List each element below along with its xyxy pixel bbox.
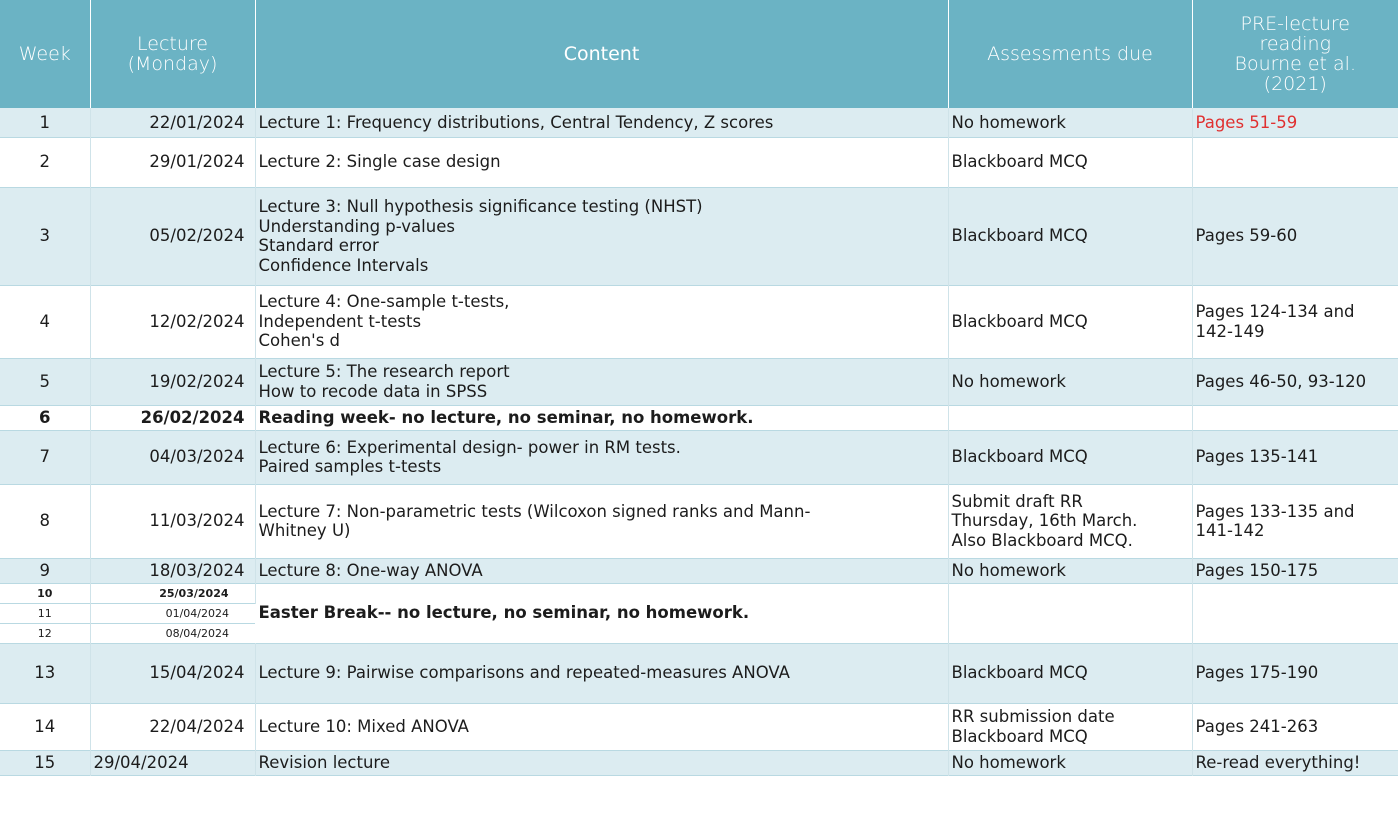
assessment-line: Blackboard MCQ bbox=[951, 447, 1088, 467]
table-row bbox=[0, 643, 1398, 703]
content-line: How to recode data in SPSS bbox=[258, 381, 488, 401]
date-cell: 22/04/2024 bbox=[90, 703, 255, 750]
content-line: Independent t-tests bbox=[258, 311, 422, 331]
content-line: Paired samples t-tests bbox=[258, 457, 442, 476]
header-reading-line: Bourne et al. bbox=[1234, 53, 1356, 75]
reading-line: 142-149 bbox=[1195, 321, 1265, 341]
content-cell bbox=[255, 187, 948, 285]
reading-line: Re-read everything! bbox=[1195, 752, 1361, 772]
content-line: Lecture 7: Non-parametric tests (Wilcoxon signed ranks and Mann- bbox=[258, 501, 811, 521]
assessment-cell bbox=[948, 583, 1192, 643]
assessment-line: Blackboard MCQ bbox=[951, 311, 1088, 331]
header-reading-line: (2021) bbox=[1263, 73, 1327, 95]
week-cell: 11 bbox=[0, 603, 90, 623]
header-week: Week bbox=[0, 0, 90, 108]
reading-cell bbox=[1192, 643, 1398, 703]
table-row bbox=[0, 358, 1398, 405]
header-reading-line: PRE-lecture bbox=[1240, 13, 1350, 35]
assessment-line: Submit draft RR bbox=[951, 491, 1083, 511]
assessment-line: Blackboard MCQ bbox=[951, 726, 1088, 746]
content-line: Revision lecture bbox=[258, 752, 391, 772]
assessment-line: RR submission date bbox=[951, 707, 1115, 726]
content-line: Lecture 3: Null hypothesis significance testing (NHST) bbox=[258, 197, 703, 216]
reading-line: Pages 133-135 and bbox=[1195, 501, 1355, 521]
week-cell: 8 bbox=[0, 484, 90, 558]
content-line: Lecture 2: Single case design bbox=[258, 152, 501, 172]
header-content: Content bbox=[255, 0, 948, 108]
reading-cell bbox=[1192, 137, 1398, 187]
week-cell: 1 bbox=[0, 108, 90, 137]
content-line: Lecture 10: Mixed ANOVA bbox=[258, 716, 469, 736]
reading-line: 141-142 bbox=[1195, 521, 1265, 540]
reading-line: Pages 46-50, 93-120 bbox=[1195, 371, 1367, 391]
week-cell: 7 bbox=[0, 430, 90, 484]
content-line: Whitney U) bbox=[258, 521, 351, 540]
assessment-line: Blackboard MCQ bbox=[951, 226, 1088, 246]
assessment-cell bbox=[948, 108, 1192, 137]
assessment-line: Also Blackboard MCQ. bbox=[951, 530, 1133, 550]
header-reading-line: reading bbox=[1259, 33, 1331, 55]
assessment-cell bbox=[948, 484, 1192, 558]
reading-cell bbox=[1192, 558, 1398, 583]
reading-line: Pages 241-263 bbox=[1195, 716, 1319, 736]
reading-cell bbox=[1192, 187, 1398, 285]
assessment-cell bbox=[948, 137, 1192, 187]
assessment-line: Blackboard MCQ bbox=[951, 152, 1088, 172]
date-cell: 12/02/2024 bbox=[90, 285, 255, 358]
assessment-cell bbox=[948, 358, 1192, 405]
date-cell: 11/03/2024 bbox=[90, 484, 255, 558]
table-row bbox=[0, 137, 1398, 187]
date-cell: 29/04/2024 bbox=[90, 750, 255, 775]
reading-cell bbox=[1192, 108, 1398, 137]
content-line: Lecture 8: One-way ANOVA bbox=[258, 560, 483, 580]
week-cell: 12 bbox=[0, 623, 90, 643]
date-cell: 18/03/2024 bbox=[90, 558, 255, 583]
reading-cell bbox=[1192, 484, 1398, 558]
content-cell bbox=[255, 405, 948, 430]
week-cell: 9 bbox=[0, 558, 90, 583]
table-row bbox=[0, 405, 1398, 430]
reading-line: Pages 124-134 and bbox=[1195, 302, 1355, 321]
reading-line: Pages 59-60 bbox=[1195, 226, 1298, 246]
reading-cell bbox=[1192, 750, 1398, 775]
table-row bbox=[0, 285, 1398, 358]
date-cell: 04/03/2024 bbox=[90, 430, 255, 484]
reading-line: Pages 175-190 bbox=[1195, 663, 1319, 683]
week-cell: 15 bbox=[0, 750, 90, 775]
content-line: Reading week- no lecture, no seminar, no homework. bbox=[258, 407, 754, 427]
content-cell bbox=[255, 285, 948, 358]
assessment-cell bbox=[948, 187, 1192, 285]
week-cell: 6 bbox=[0, 405, 90, 430]
table-row bbox=[0, 558, 1398, 583]
assessment-cell bbox=[948, 430, 1192, 484]
date-cell: 25/03/2024 bbox=[90, 583, 255, 603]
reading-cell bbox=[1192, 358, 1398, 405]
content-cell bbox=[255, 750, 948, 775]
reading-cell bbox=[1192, 583, 1398, 643]
assessment-cell bbox=[948, 703, 1192, 750]
assessment-line: Thursday, 16th March. bbox=[951, 511, 1138, 531]
content-line: Understanding p-values bbox=[258, 216, 455, 236]
table-row bbox=[0, 583, 1398, 603]
reading-line: Pages 135-141 bbox=[1195, 447, 1319, 467]
week-cell: 13 bbox=[0, 643, 90, 703]
table-header bbox=[0, 0, 1398, 108]
content-cell bbox=[255, 484, 948, 558]
week-cell: 10 bbox=[0, 583, 90, 603]
date-cell: 08/04/2024 bbox=[90, 623, 255, 643]
table-row bbox=[0, 430, 1398, 484]
content-line: Lecture 9: Pairwise comparisons and repeated-measures ANOVA bbox=[258, 663, 790, 683]
week-cell: 2 bbox=[0, 137, 90, 187]
assessment-line: No homework bbox=[951, 112, 1066, 132]
assessment-cell bbox=[948, 750, 1192, 775]
content-cell bbox=[255, 643, 948, 703]
date-cell: 15/04/2024 bbox=[90, 643, 255, 703]
content-cell bbox=[255, 430, 948, 484]
content-line: Lecture 4: One-sample t-tests, bbox=[258, 292, 510, 312]
date-cell: 29/01/2024 bbox=[90, 137, 255, 187]
week-cell: 3 bbox=[0, 187, 90, 285]
header-assessments: Assessments due bbox=[948, 0, 1192, 108]
reading-line: Pages 150-175 bbox=[1195, 560, 1319, 580]
reading-cell bbox=[1192, 285, 1398, 358]
content-cell bbox=[255, 703, 948, 750]
assessment-cell bbox=[948, 285, 1192, 358]
assessment-cell bbox=[948, 643, 1192, 703]
reading-cell bbox=[1192, 405, 1398, 430]
header-lecture bbox=[90, 0, 255, 108]
date-cell: 22/01/2024 bbox=[90, 108, 255, 137]
content-line: Cohen's d bbox=[258, 331, 341, 351]
table-row bbox=[0, 703, 1398, 750]
assessment-cell bbox=[948, 405, 1192, 430]
easter-break-text: Easter Break-- no lecture, no seminar, no homework. bbox=[258, 603, 750, 623]
content-cell bbox=[255, 108, 948, 137]
week-cell: 5 bbox=[0, 358, 90, 405]
date-cell: 01/04/2024 bbox=[90, 603, 255, 623]
week-cell: 4 bbox=[0, 285, 90, 358]
assessment-line: No homework bbox=[951, 560, 1066, 580]
content-cell bbox=[255, 558, 948, 583]
date-cell: 26/02/2024 bbox=[90, 405, 255, 430]
week-cell: 14 bbox=[0, 703, 90, 750]
reading-line: Pages 51-59 bbox=[1195, 112, 1298, 132]
reading-cell bbox=[1192, 703, 1398, 750]
assessment-line: Blackboard MCQ bbox=[951, 663, 1088, 683]
header-lecture-line: (Monday) bbox=[127, 53, 218, 75]
content-line: Lecture 6: Experimental design- power in RM tests. bbox=[258, 437, 681, 457]
content-cell bbox=[255, 137, 948, 187]
content-line: Standard error bbox=[258, 236, 379, 255]
content-line: Lecture 5: The research report bbox=[258, 362, 510, 381]
assessment-cell bbox=[948, 558, 1192, 583]
content-cell bbox=[255, 358, 948, 405]
date-cell: 19/02/2024 bbox=[90, 358, 255, 405]
reading-cell bbox=[1192, 430, 1398, 484]
header-reading bbox=[1192, 0, 1398, 108]
assessment-line: No homework bbox=[951, 752, 1066, 772]
assessment-line: No homework bbox=[951, 371, 1066, 391]
content-line: Lecture 1: Frequency distributions, Central Tendency, Z scores bbox=[258, 112, 774, 132]
content-line: Confidence Intervals bbox=[258, 255, 429, 275]
table-row bbox=[0, 750, 1398, 775]
date-cell: 05/02/2024 bbox=[90, 187, 255, 285]
table-row bbox=[0, 484, 1398, 558]
header-lecture-line: Lecture bbox=[137, 33, 208, 55]
table-row bbox=[0, 187, 1398, 285]
easter-break-cell bbox=[255, 583, 948, 643]
table-row bbox=[0, 108, 1398, 137]
